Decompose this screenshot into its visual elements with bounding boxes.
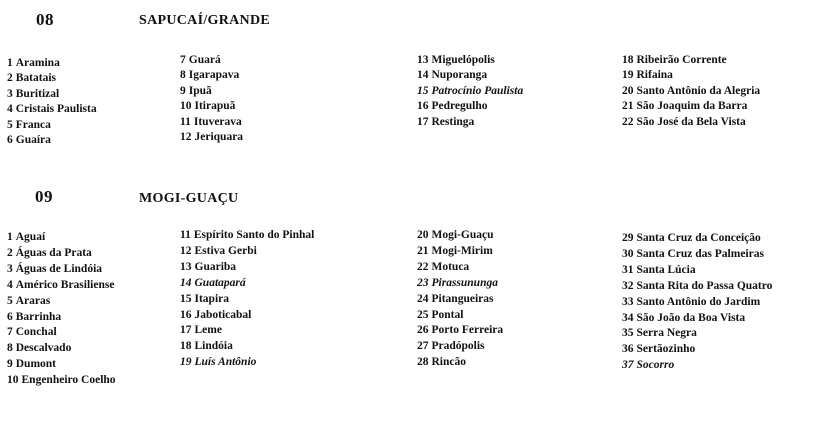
municipality-name: Santa Cruz das Palmeiras xyxy=(636,247,764,260)
item-number: 19 xyxy=(622,69,634,82)
municipality-name: São Joaquim da Barra xyxy=(636,100,748,113)
item-number: 14 xyxy=(180,276,192,289)
municipality-name: Batatais xyxy=(15,72,56,85)
item-number: 23 xyxy=(417,276,429,289)
item-number: 27 xyxy=(417,340,429,353)
list-item xyxy=(622,326,772,342)
list-item xyxy=(7,357,116,373)
municipality-name: Serra Negra xyxy=(636,327,697,340)
item-number: 2 xyxy=(7,246,13,259)
item-number: 4 xyxy=(7,103,13,116)
municipality-name: Patrocínio Paulista xyxy=(431,84,524,97)
item-number: 36 xyxy=(622,343,634,356)
item-number: 1 xyxy=(7,231,13,243)
list-item xyxy=(417,260,503,276)
item-number: 5 xyxy=(7,118,13,131)
list-item xyxy=(180,244,314,260)
item-number: 10 xyxy=(7,374,19,387)
municipality-name: Luís Antônio xyxy=(194,356,257,369)
municipality-name: Mogi-Guaçu xyxy=(431,229,494,241)
municipality-name: Santo Antônio da Alegria xyxy=(636,84,761,97)
municipality-name: Ribeirão Corrente xyxy=(636,54,727,66)
municipality-list xyxy=(7,230,116,389)
item-number: 17 xyxy=(417,115,429,128)
list-item xyxy=(622,99,760,114)
municipality-name: Lindóia xyxy=(194,340,233,353)
item-number: 3 xyxy=(7,262,13,275)
list-item xyxy=(7,133,97,148)
item-number: 26 xyxy=(417,324,429,337)
municipality-name: Restinga xyxy=(431,115,475,128)
list-item xyxy=(180,115,243,130)
section-title: SAPUCAÍ/GRANDE xyxy=(139,13,270,28)
item-number: 25 xyxy=(417,308,429,321)
list-item xyxy=(417,292,503,308)
list-item xyxy=(622,84,760,99)
item-number: 20 xyxy=(417,229,429,241)
municipality-name: Santo Antônio do Jardim xyxy=(636,295,761,308)
list-item xyxy=(180,292,314,308)
municipality-name: Aramina xyxy=(15,57,60,69)
municipality-name: Américo Brasiliense xyxy=(15,278,115,291)
municipality-name: Socorro xyxy=(636,359,675,372)
list-item xyxy=(622,311,772,327)
municipality-name: Leme xyxy=(194,324,222,337)
item-number: 12 xyxy=(180,131,192,144)
municipality-name: Franca xyxy=(15,118,51,131)
list-item xyxy=(7,262,116,278)
item-number: 18 xyxy=(180,340,192,353)
municipality-name: Guará xyxy=(188,54,221,66)
list-item xyxy=(180,323,314,339)
municipality-name: Barrinha xyxy=(15,310,62,323)
municipality-name: São José da Bela Vista xyxy=(636,115,746,128)
municipality-name: Guariba xyxy=(194,260,237,273)
item-number: 11 xyxy=(180,115,191,128)
list-item xyxy=(622,68,760,83)
list-item xyxy=(180,260,314,276)
municipality-name: Itirapuã xyxy=(194,100,236,113)
item-number: 18 xyxy=(622,54,634,66)
list-item xyxy=(180,308,314,324)
section-number: 08 xyxy=(36,10,54,29)
list-item xyxy=(7,341,116,357)
municipality-name: Miguelópolis xyxy=(431,54,495,66)
municipality-name: Conchal xyxy=(15,326,57,339)
section-title: MOGI-GUAÇU xyxy=(139,191,239,206)
municipality-name: Rincão xyxy=(431,356,466,369)
municipality-name: Pontal xyxy=(431,308,464,321)
list-item xyxy=(180,68,243,83)
item-number: 20 xyxy=(622,84,634,97)
item-number: 33 xyxy=(622,295,634,308)
item-number: 2 xyxy=(7,72,13,85)
item-number: 37 xyxy=(622,359,634,372)
list-item xyxy=(622,358,772,374)
municipality-name: Pirassununga xyxy=(431,276,498,289)
item-number: 31 xyxy=(622,263,634,276)
municipality-name: Buritizal xyxy=(15,87,60,100)
municipality-name: São João da Boa Vista xyxy=(636,311,746,324)
list-item xyxy=(7,87,97,102)
municipality-name: Itapira xyxy=(194,292,229,305)
item-number: 21 xyxy=(417,244,429,257)
list-item xyxy=(7,246,116,262)
municipality-name: Santa Cruz da Conceição xyxy=(636,232,761,244)
municipality-name: Ipuã xyxy=(188,84,212,97)
item-number: 32 xyxy=(622,279,634,292)
list-item xyxy=(417,355,503,371)
municipality-list xyxy=(180,228,314,371)
list-item xyxy=(7,373,116,389)
list-item xyxy=(7,310,116,326)
municipality-name: Ituverava xyxy=(193,115,242,128)
item-number: 3 xyxy=(7,87,13,100)
municipality-name: Dumont xyxy=(15,358,57,371)
item-number: 1 xyxy=(7,57,13,69)
item-number: 15 xyxy=(417,84,429,97)
list-item xyxy=(622,53,760,68)
item-number: 8 xyxy=(180,69,186,82)
municipality-name: Araras xyxy=(15,294,51,307)
municipality-name: Santa Lúcia xyxy=(636,263,696,276)
item-number: 11 xyxy=(180,229,191,241)
list-item xyxy=(417,276,503,292)
list-item xyxy=(417,53,523,68)
municipality-name: Guatapará xyxy=(194,276,246,289)
list-item xyxy=(7,278,116,294)
list-item xyxy=(7,294,116,310)
list-item xyxy=(417,244,503,260)
list-item xyxy=(417,323,503,339)
municipality-name: Mogi-Mirim xyxy=(431,244,493,257)
municipality-name: Pradópolis xyxy=(431,340,485,353)
list-item xyxy=(622,115,760,130)
item-number: 35 xyxy=(622,327,634,340)
list-item xyxy=(417,99,523,114)
list-item xyxy=(622,247,772,263)
list-item xyxy=(180,228,314,244)
municipality-name: Espírito Santo do Pinhal xyxy=(193,229,315,241)
list-item xyxy=(7,56,97,71)
municipality-list xyxy=(7,56,97,148)
item-number: 22 xyxy=(417,260,429,273)
item-number: 17 xyxy=(180,324,192,337)
item-number: 22 xyxy=(622,115,634,128)
list-item xyxy=(622,295,772,311)
list-item xyxy=(180,355,314,371)
municipality-list xyxy=(417,228,503,371)
list-item xyxy=(180,276,314,292)
item-number: 9 xyxy=(180,84,186,97)
item-number: 9 xyxy=(7,358,13,371)
municipality-list xyxy=(622,53,760,130)
list-item xyxy=(417,84,523,99)
municipality-name: Santa Rita do Passa Quatro xyxy=(636,279,773,292)
municipality-name: Motuca xyxy=(431,260,470,273)
municipality-name: Descalvado xyxy=(15,342,72,355)
list-item xyxy=(7,230,116,246)
item-number: 14 xyxy=(417,69,429,82)
list-item xyxy=(180,339,314,355)
municipality-name: Nuporanga xyxy=(431,69,488,82)
list-item xyxy=(622,263,772,279)
item-number: 13 xyxy=(417,54,429,66)
list-item xyxy=(417,115,523,130)
list-item xyxy=(7,325,116,341)
item-number: 29 xyxy=(622,232,634,244)
item-number: 13 xyxy=(180,260,192,273)
municipality-name: Cristais Paulista xyxy=(15,103,97,116)
list-item xyxy=(7,118,97,133)
item-number: 16 xyxy=(180,308,192,321)
item-number: 7 xyxy=(7,326,13,339)
list-item xyxy=(180,53,243,68)
item-number: 24 xyxy=(417,292,429,305)
municipality-list xyxy=(180,53,243,145)
item-number: 4 xyxy=(7,278,13,291)
list-item xyxy=(622,342,772,358)
municipality-name: Aguaí xyxy=(15,231,46,243)
municipality-name: Águas da Prata xyxy=(15,246,92,259)
list-item xyxy=(7,102,97,117)
list-item xyxy=(622,279,772,295)
municipality-name: Engenheiro Coelho xyxy=(21,374,116,387)
list-item xyxy=(417,228,503,244)
list-item xyxy=(417,68,523,83)
item-number: 34 xyxy=(622,311,634,324)
item-number: 12 xyxy=(180,244,192,257)
item-number: 16 xyxy=(417,100,429,113)
municipality-name: Jeriquara xyxy=(194,131,244,144)
municipality-list xyxy=(622,231,772,374)
item-number: 15 xyxy=(180,292,192,305)
municipality-name: Pitangueiras xyxy=(431,292,494,305)
item-number: 19 xyxy=(180,356,192,369)
municipality-name: Pedregulho xyxy=(431,100,488,113)
item-number: 7 xyxy=(180,54,186,66)
item-number: 21 xyxy=(622,100,634,113)
municipality-name: Porto Ferreira xyxy=(431,324,504,337)
item-number: 6 xyxy=(7,310,13,323)
list-item xyxy=(417,308,503,324)
item-number: 8 xyxy=(7,342,13,355)
list-item xyxy=(417,339,503,355)
municipality-name: Jaboticabal xyxy=(194,308,252,321)
item-number: 5 xyxy=(7,294,13,307)
list-item xyxy=(7,71,97,86)
item-number: 10 xyxy=(180,100,192,113)
section-number: 09 xyxy=(35,187,53,206)
list-item xyxy=(180,99,243,114)
municipality-name: Guaíra xyxy=(15,134,51,147)
municipality-name: Rifaina xyxy=(636,69,673,82)
list-item xyxy=(180,130,243,145)
item-number: 30 xyxy=(622,247,634,260)
municipality-name: Estiva Gerbi xyxy=(194,244,257,257)
municipality-list xyxy=(417,53,523,130)
item-number: 28 xyxy=(417,356,429,369)
municipality-name: Igarapava xyxy=(188,69,240,82)
list-item xyxy=(622,231,772,247)
list-item xyxy=(180,84,243,99)
municipality-name: Sertãozinho xyxy=(636,343,696,356)
item-number: 6 xyxy=(7,134,13,147)
municipality-name: Águas de Lindóia xyxy=(15,262,103,275)
